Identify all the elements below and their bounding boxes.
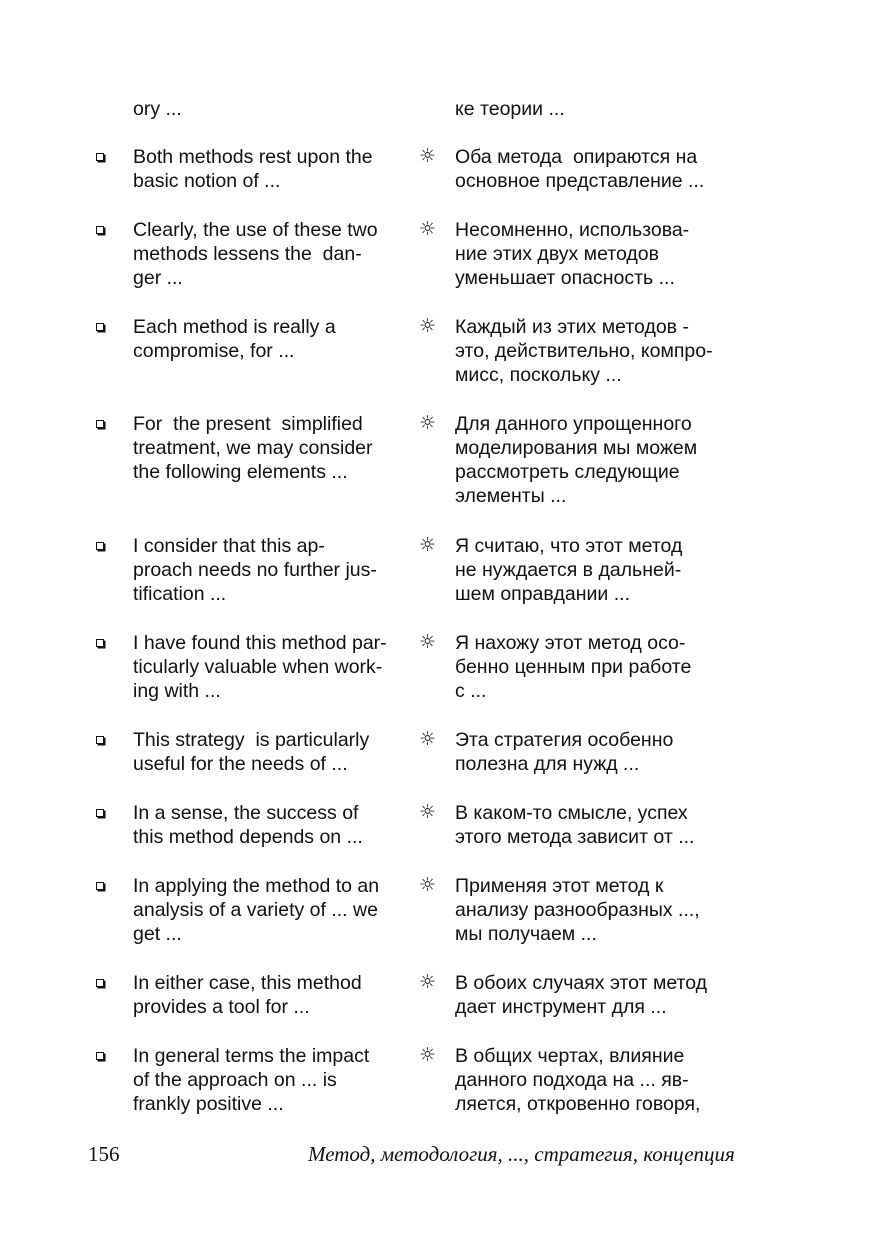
checkbox-icon: [96, 542, 104, 550]
sun-icon: ☼: [419, 874, 437, 896]
sun-icon: ☼: [419, 971, 437, 993]
russian-phrase: Применяя этот метод к анализу разнообразных ..., мы получаем ...: [455, 875, 700, 945]
russian-phrase: В общих чертах, влияние данного подхода на ... яв- ляется, откровенно говоря,: [455, 1045, 701, 1115]
russian-phrase: Оба метода опираются на основное представление ...: [455, 146, 705, 192]
sun-icon: ☼: [419, 315, 437, 337]
sun-icon: ☼: [419, 1044, 437, 1066]
english-phrase: I have found this method par- ticularly valuable when work- ing with ...: [133, 632, 387, 702]
page-number: 156: [88, 1142, 120, 1166]
checkbox-icon: [96, 420, 104, 428]
english-phrase: ory ...: [133, 98, 182, 120]
english-phrase: In either case, this method provides a tool for ...: [133, 972, 362, 1018]
checkbox-icon: [96, 979, 104, 987]
russian-phrase: В каком-то смысле, успех этого метода зависит от ...: [455, 802, 695, 848]
sun-icon: ☼: [419, 631, 437, 653]
sun-icon: ☼: [419, 534, 437, 556]
sun-icon: ☼: [419, 412, 437, 434]
english-phrase: Both methods rest upon the basic notion of ...: [133, 146, 373, 192]
running-title: Метод, методология, ..., стратегия, концепция: [308, 1142, 735, 1166]
english-phrase: In applying the method to an analysis of a variety of ... we get ...: [133, 875, 380, 945]
sun-icon: ☼: [419, 218, 437, 240]
english-phrase: Clearly, the use of these two methods lessens the dan- ger ...: [133, 219, 378, 289]
english-phrase: This strategy is particularly useful for the needs of ...: [133, 729, 370, 775]
checkbox-icon: [96, 1052, 104, 1060]
russian-phrase: Несомненно, использова- ние этих двух методов уменьшает опасность ...: [455, 219, 690, 289]
english-phrase: In a sense, the success of this method depends on ...: [133, 802, 363, 848]
russian-phrase: В обоих случаях этот метод дает инструмент для ...: [455, 972, 708, 1018]
checkbox-icon: [96, 226, 104, 234]
russian-phrase: Я нахожу этот метод осо- бенно ценным при работе с ...: [455, 632, 692, 702]
russian-phrase: Для данного упрощенного моделирования мы можем рассмотреть следующие элементы ...: [455, 413, 698, 507]
checkbox-icon: [96, 882, 104, 890]
russian-phrase: Каждый из этих методов - это, действительно, компро- мисс, поскольку ...: [455, 316, 713, 386]
english-phrase: I consider that this ap- proach needs no further jus- tification ...: [133, 535, 377, 605]
english-phrase: Each method is really a compromise, for ...: [133, 316, 336, 362]
russian-phrase: Эта стратегия особенно полезна для нужд ...: [455, 729, 674, 775]
sun-icon: ☼: [419, 801, 437, 823]
russian-phrase: Я считаю, что этот метод не нуждается в дальней- шем оправдании ...: [455, 535, 683, 605]
sun-icon: ☼: [419, 728, 437, 750]
checkbox-icon: [96, 153, 104, 161]
checkbox-icon: [96, 323, 104, 331]
english-phrase: In general terms the impact of the approach on ... is frankly positive ...: [133, 1045, 370, 1115]
russian-phrase: ке теории ...: [455, 98, 565, 120]
checkbox-icon: [96, 639, 104, 647]
checkbox-icon: [96, 736, 104, 744]
sun-icon: ☼: [419, 145, 437, 167]
english-phrase: For the present simplified treatment, we may consider the following elements ...: [133, 413, 373, 483]
checkbox-icon: [96, 809, 104, 817]
